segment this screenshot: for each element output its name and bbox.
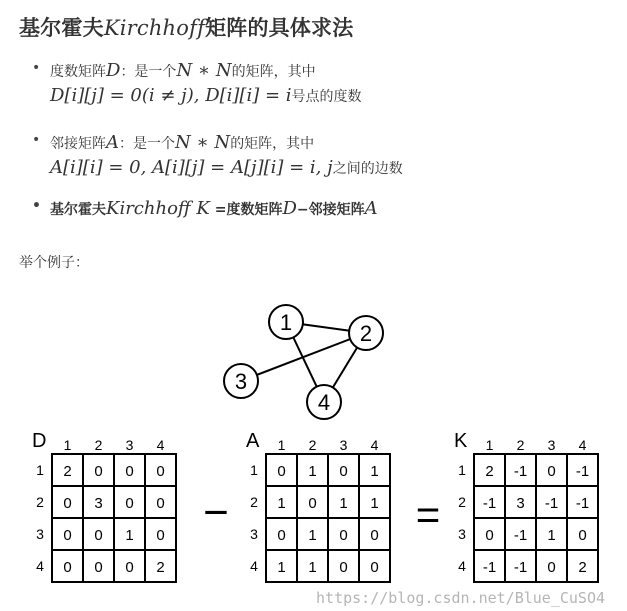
matrix-cell-value: 1 [277,495,286,512]
matrix-row-header: 3 [458,526,466,542]
bullet-text: 的矩阵，其中 [231,64,316,80]
matrix-cell-value: -1 [544,495,559,512]
matrix-cell-value: 0 [277,527,286,544]
bullet-math: D [282,198,297,219]
matrix-cell-value: 2 [578,559,587,576]
matrix-cell-value: -1 [513,463,528,480]
matrix-cell-value: 0 [485,527,494,544]
bullet-text: 度数矩阵 [50,64,106,80]
matrix-cell-value: 1 [370,495,379,512]
bullet-math: A[i][i] = 0, A[i][j] = A[j][i] = i, j [50,157,333,178]
operators [203,488,440,538]
title-prefix: 基尔霍夫 [19,16,104,40]
bullet-text: −邻接矩阵 [296,202,365,218]
graph-node-label: 4 [317,390,331,415]
bullet-math: N ∗ N [176,60,232,81]
matrix-cell-value: 1 [547,527,556,544]
matrix-cell-value: 0 [308,495,317,512]
matrix-cell-value: -1 [575,463,590,480]
bullet-adjacency-matrix [30,132,403,178]
matrix-cell-value: 0 [125,495,134,512]
bullet-math: A [364,198,378,219]
matrix-cell-value: 0 [547,463,556,480]
bullet-text: 号点的度数 [291,89,362,105]
matrix-cell-value: 1 [308,463,317,480]
matrix-cell-value: 0 [277,463,286,480]
bullet-math: D [106,60,121,81]
matrix-cell-value: 0 [370,559,379,576]
matrix-cell-value: 2 [156,559,165,576]
matrix-row-header: 4 [36,558,44,574]
matrices [32,430,598,582]
matrix-cell-value: 1 [339,495,348,512]
matrix-K [454,430,598,582]
matrix-col-header: 3 [339,437,348,453]
matrix-cell-value: 2 [63,463,72,480]
matrix-cell-value: 0 [63,559,72,576]
matrix-row-header: 1 [250,462,258,478]
bullet-line2 [50,157,403,178]
bullet-text: =度数矩阵 [209,202,283,218]
matrix-cell-value: 1 [277,559,286,576]
matrix-cell-value: 0 [156,495,165,512]
example-figure [0,295,627,611]
matrix-row-header: 1 [36,462,44,478]
bullet-math: D[i][j] = 0(i ≠ j), D[i][i] = i [50,85,292,106]
bullet-text: 基尔霍夫 [50,202,106,218]
matrix-cell-value: 0 [63,527,72,544]
matrix-row-header: 4 [250,558,258,574]
matrix-cell-value: 3 [516,495,525,512]
matrix-col-header: 4 [578,437,587,453]
matrix-col-header: 2 [516,437,525,453]
matrix-cell-value: 1 [370,463,379,480]
bullet-text: 的矩阵，其中 [230,136,315,152]
matrix-row-header: 2 [250,494,258,510]
matrix-cell-value: 1 [125,527,134,544]
graph-node-label: 1 [279,310,293,335]
bullet-text: ：是一个 [119,136,175,152]
matrix-row-header: 3 [250,526,258,542]
matrix-col-header: 1 [485,437,494,453]
matrix-col-header: 3 [125,437,134,453]
bullet-text: ：是一个 [120,64,177,80]
matrix-row-header: 2 [36,494,44,510]
bullet-line2 [50,85,362,106]
matrix-cell-value: 0 [547,559,556,576]
matrix-col-header: 1 [277,437,286,453]
matrix-name: A [246,430,260,452]
matrix-col-header: 2 [308,437,317,453]
equals-operator: = [415,491,441,538]
graph-edge-2-3 [241,333,366,381]
matrix-row-header: 4 [458,558,466,574]
example-label: 举个例子： [19,255,89,271]
bullet-text: 邻接矩阵 [50,136,106,152]
graph-node-label: 3 [234,369,248,394]
matrix-cell-value: 0 [339,527,348,544]
graph-edges [241,322,366,402]
matrix-cell-value: -1 [482,559,497,576]
title-math: Kirchhoff [103,16,206,40]
matrix-cell-value: -1 [575,495,590,512]
bullet-math: A [106,132,119,153]
matrix-row-header: 3 [36,526,44,542]
graph-node-label: 2 [359,321,373,346]
matrix-col-header: 3 [547,437,556,453]
matrix-cell-value: 0 [94,559,103,576]
matrix-cell-value: 2 [485,463,494,480]
matrix-col-header: 2 [94,437,103,453]
matrix-cell-value: 3 [94,495,103,512]
matrix-cell-value: 0 [125,463,134,480]
matrix-cell-value: -1 [513,527,528,544]
matrix-col-header: 1 [63,437,72,453]
matrix-cell-value: 0 [156,463,165,480]
matrix-name: K [454,430,468,452]
matrix-cell-value: 0 [370,527,379,544]
matrix-cell-value: -1 [482,495,497,512]
matrix-cell-value: 1 [308,527,317,544]
matrix-D [32,430,176,582]
bullet-math: N ∗ N [175,132,231,153]
matrix-name: D [32,430,47,452]
matrix-cell-value: -1 [513,559,528,576]
matrix-cell-value: 0 [578,527,587,544]
matrix-cell-value: 0 [94,527,103,544]
page-title [19,12,353,42]
matrix-col-header: 4 [370,437,379,453]
matrix-row-header: 2 [458,494,466,510]
matrix-cell-value: 0 [94,463,103,480]
matrix-cell-value: 1 [308,559,317,576]
matrix-cell-value: 0 [63,495,72,512]
bullet-kirchhoff-definition [30,198,378,219]
bullet-math: Kirchhoff K [106,198,210,219]
minus-operator: − [203,488,229,537]
matrix-cell-value: 0 [339,463,348,480]
matrix-cell-value: 0 [156,527,165,544]
title-suffix: 矩阵的具体求法 [205,16,354,40]
graph-nodes [224,305,383,419]
bullet-degree-matrix [30,60,362,106]
matrix-cell-value: 0 [339,559,348,576]
matrix-col-header: 4 [156,437,165,453]
bullet-text: 之间的边数 [332,161,403,177]
matrix-cell-value: 0 [125,559,134,576]
watermark: https://blog.csdn.net/Blue_CuSO4 [316,589,605,607]
matrix-A [246,430,390,582]
matrix-row-header: 1 [458,462,466,478]
